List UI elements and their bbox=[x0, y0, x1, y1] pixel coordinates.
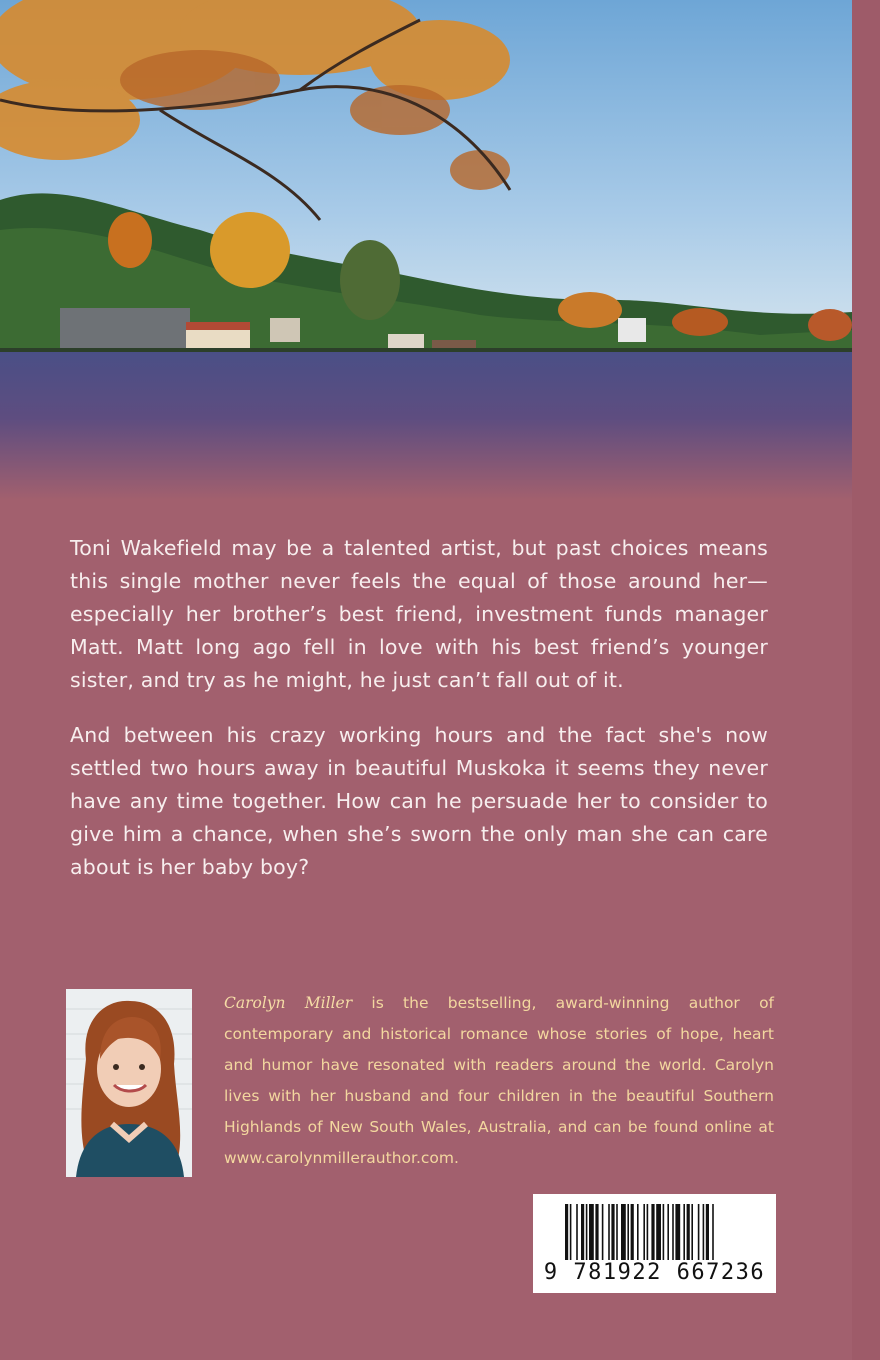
barcode-bar bbox=[611, 1204, 614, 1260]
barcode-bar bbox=[581, 1204, 584, 1260]
barcode-bar bbox=[691, 1204, 693, 1260]
author-photo bbox=[66, 989, 192, 1177]
author-bio-text: is the bestselling, award-winning author of contemporary and historical romance whose stories of hope, heart and humor have resonated with readers around the world. Carolyn lives with her husband and four children in the beautiful Southern Highlands of New South Wales, Australia, and can be found online at www.carolynmillerauthor.com. bbox=[224, 994, 775, 1167]
barcode-bars bbox=[533, 1194, 776, 1264]
barcode-bar bbox=[631, 1204, 634, 1260]
barcode-bar bbox=[656, 1204, 661, 1260]
barcode-bar bbox=[672, 1204, 674, 1260]
blurb-paragraph-2: And between his crazy working hours and the fact she's now settled two hours away in beautiful Muskoka it seems they never have any time together. How can he persuade her to consider to give him a chance, when she’s sworn the only man she can care about is her baby boy? bbox=[70, 723, 768, 879]
book-blurb bbox=[70, 532, 768, 906]
cover-edge-strip bbox=[852, 0, 880, 1360]
lake-landscape-photo bbox=[0, 0, 852, 500]
barcode-bar bbox=[616, 1204, 618, 1260]
barcode-bar bbox=[627, 1204, 629, 1260]
barcode-bar bbox=[663, 1204, 665, 1260]
barcode-bar bbox=[637, 1204, 639, 1260]
barcode-bar bbox=[608, 1204, 610, 1260]
barcode-bar bbox=[647, 1204, 649, 1260]
barcode-bar bbox=[698, 1204, 700, 1260]
barcode-bar bbox=[675, 1204, 680, 1260]
barcode-bar bbox=[621, 1204, 626, 1260]
barcode-bar bbox=[687, 1204, 690, 1260]
barcode-bar bbox=[683, 1204, 685, 1260]
barcode-bar bbox=[667, 1204, 669, 1260]
barcode-bar bbox=[712, 1204, 714, 1260]
barcode-bar bbox=[565, 1204, 568, 1260]
barcode-bar bbox=[602, 1204, 604, 1260]
barcode-bar bbox=[643, 1204, 645, 1260]
barcode-bar bbox=[595, 1204, 598, 1260]
isbn-barcode bbox=[533, 1194, 776, 1293]
barcode-bar bbox=[703, 1204, 705, 1260]
barcode-bar bbox=[586, 1204, 588, 1260]
barcode-bar bbox=[706, 1204, 709, 1260]
barcode-bar bbox=[570, 1204, 572, 1260]
author-bio bbox=[224, 988, 774, 1174]
barcode-bar bbox=[651, 1204, 654, 1260]
blurb-paragraph-1: Toni Wakefield may be a talented artist, but past choices means this single mother never feels the equal of those around her—especially her brother’s best friend, investment funds manager Matt. Matt long ago fell in love with his best friend’s younger sister, and try as he might, he just can’t fall out of it. bbox=[70, 536, 768, 692]
author-name: Carolyn Miller bbox=[224, 994, 353, 1012]
barcode-bar bbox=[589, 1204, 594, 1260]
barcode-bar bbox=[576, 1204, 578, 1260]
isbn-number: 9 781922 667236 bbox=[543, 1260, 766, 1285]
